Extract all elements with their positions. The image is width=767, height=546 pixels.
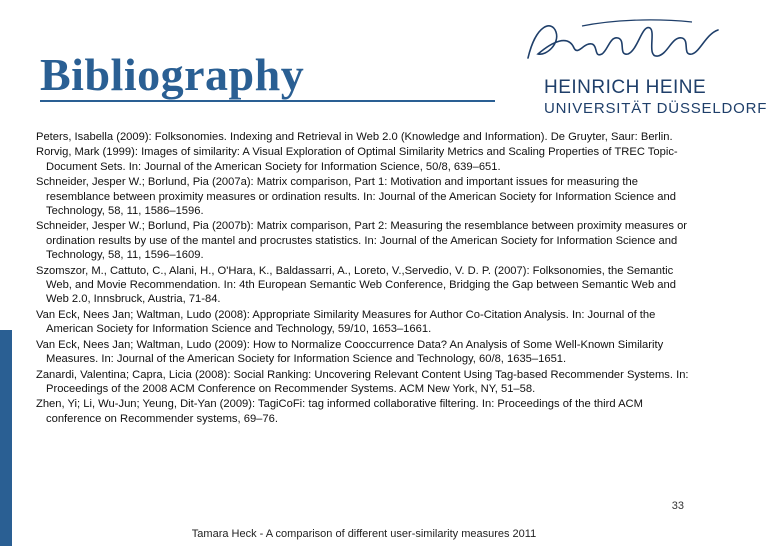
page-number: 33 <box>671 500 684 512</box>
reference-item: Schneider, Jesper W.; Borlund, Pia (2007a): Matrix comparison, Part 1: Motivation and important issues for measuring the resemblance between proximity measures or ordination results. In: Journal of the American Society for Information Science and Technology, 58, 11, 1586–1596. <box>36 176 676 218</box>
reference-item: Rorvig, Mark (1999): Images of similarity: A Visual Exploration of Optimal Similarity Metrics and Scaling Properties of TREC Topic-Document Sets. In: Journal of the American Society for Information Science, 50/8, 639–651. <box>36 146 678 173</box>
reference-item: Zanardi, Valentina; Capra, Licia (2008): Social Ranking: Uncovering Relevant Content Using Tag-based Recommender Systems. In: Proceedings of the 2008 ACM Conference on Recommender Systems. ACM New York, NY, 51–58. <box>36 368 689 395</box>
university-logo <box>522 14 767 117</box>
signature-logo-mark <box>522 14 722 74</box>
left-accent-bar <box>0 330 12 546</box>
title-underline <box>40 100 495 102</box>
reference-item: Schneider, Jesper W.; Borlund, Pia (2007b): Matrix comparison, Part 2: Measuring the resemblance between proximity measures or ordination results by use of the mantel and procrustes statistics. In: Journal of the American Society for Information Science and Technology, 58, 11, 1596–1609. <box>36 220 688 262</box>
reference-item: Van Eck, Nees Jan; Waltman, Ludo (2008): Appropriate Similarity Measures for Author Co-Citation Analysis. In: Journal of the American Society for Information Science and Technology, 59/10, 1653–1661. <box>36 308 656 336</box>
logo-university: UNIVERSITÄT DÜSSELDORF <box>544 100 767 117</box>
reference-item: Szomszor, M., Cattuto, C., Alani, H., O'Hara, K., Baldassarri, A., Loreto, V.,Servedio, V. D. P. (2007): Folksonomies, the Semantic Web, and Movie Recommendation. In: 4th European Semantic Web Conference, Bridging the Gap between Semantic Web and Web 2.0, Innsbruck, Austria, 71-84. <box>36 264 676 306</box>
slide-footer: Tamara Heck - A comparison of different user-similarity measures 2011 <box>191 528 537 540</box>
reference-item: Van Eck, Nees Jan; Waltman, Ludo (2009): How to Normalize Cooccurrence Data? An Analysis of Some Well-Known Similarity Measures. In: Journal of the American Society for Information Science and Technology, 60/8, 1635–1651. <box>36 338 664 366</box>
reference-item: Zhen, Yi; Li, Wu-Jun; Yeung, Dit-Yan (2009): TagiCoFi: tag informed collaborative filtering. In: Proceedings of the third ACM conference on Recommender systems, 69–76. <box>36 398 643 425</box>
logo-name: HEINRICH HEINE <box>544 77 707 98</box>
reference-list <box>36 130 692 427</box>
reference-item: Peters, Isabella (2009): Folksonomies. Indexing and Retrieval in Web 2.0 (Knowledge and Information). De Gruyter, Saur: Berlin. <box>36 131 673 143</box>
slide-title: Bibliography <box>40 49 305 100</box>
